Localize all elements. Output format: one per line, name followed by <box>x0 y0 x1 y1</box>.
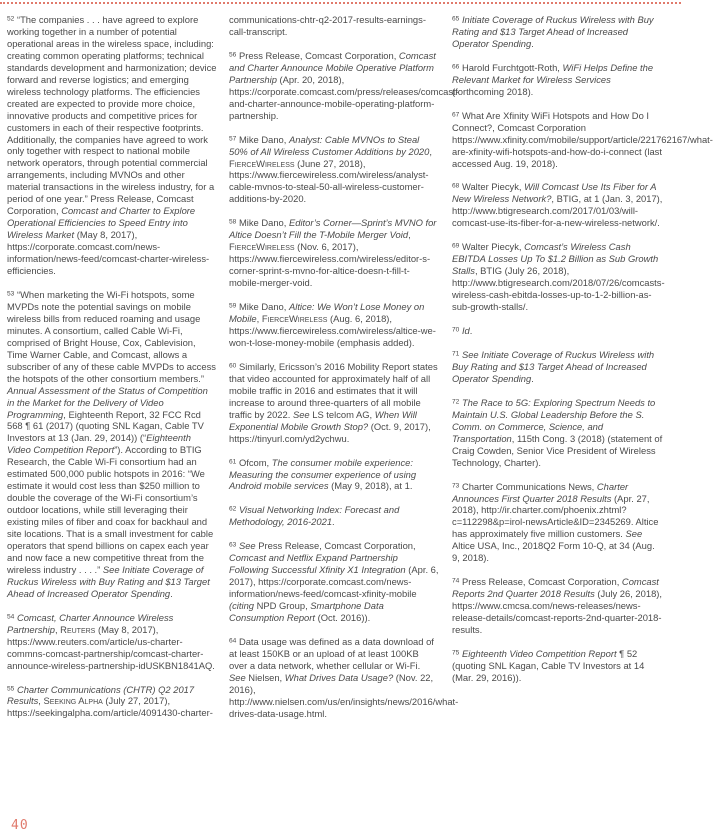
footnote-run: Altice USA, Inc., 2018Q2 Form 10-Q, at 34 (Aug. 9, 2018). <box>452 540 655 564</box>
footnote-run: (Aug. 6, 2018), https://www.fiercewireless.com/wireless/altice-we-won-t-lose-money-mobile (emphasis added). <box>229 313 436 348</box>
footnote-number: 72 <box>452 398 460 406</box>
italic-citation: WiFi Helps Define the Relevant Market for Wireless Services <box>452 61 654 85</box>
footnote <box>452 109 713 170</box>
footnote-number: 74 <box>452 577 460 585</box>
footnote-number: 73 <box>452 482 460 490</box>
italic-citation: See <box>625 528 643 540</box>
footnote <box>452 62 664 98</box>
footnote-run: . <box>332 516 335 528</box>
footnote-run: Walter Piecyk, <box>461 241 525 253</box>
footnote-run: Press Release, Comcast Corporation, <box>255 540 416 552</box>
footnote-text <box>229 457 439 493</box>
footnote-run: “When marketing the Wi-Fi hotspots, some MVPDs note the potential savings on mobile wireless bills from reduced roaming and usage minutes. A consortium, called Cable Wi-Fi, comprised of Bright House, Cox, Cablevision, Time Warner Cable, and Comcast, allows a subscriber of any of these cable MVPDs to access the hotspots of the other consortium members.” <box>7 288 216 384</box>
footnote-number: 70 <box>452 326 460 334</box>
footnote <box>229 217 439 289</box>
italic-citation: See <box>229 671 246 683</box>
italic-citation: When Will Exponential Mobile Growth Stop? <box>229 408 417 432</box>
footnote <box>229 14 439 38</box>
italic-citation: See <box>238 540 256 552</box>
footnote-run: , <box>408 229 411 241</box>
footnote-run: NPD Group, <box>254 600 311 612</box>
italic-citation: See Initiate Coverage of Ruckus Wireless with Buy Rating and $13 Target Ahead of Increased Operator Spending <box>7 563 210 599</box>
footnote-run: (May 8, 2017), https://www.reuters.com/article/us-charter-commns-comcast-partnership/comcast-charter-announce-wireless-partnership-idUSKBN1841AQ. <box>7 623 215 671</box>
footnote <box>229 457 439 493</box>
italic-citation: Charter Communications (CHTR) Q2 2017 Results <box>7 683 195 707</box>
italic-citation: What Drives Data Usage? <box>284 671 394 683</box>
publication-name: Seeking Alpha <box>43 695 103 707</box>
footnote <box>452 481 664 565</box>
footnote-run: (Oct. 9, 2017), https://tinyurl.com/yd2ychwu. <box>229 420 431 444</box>
footnote-run: (May 8, 2017), https://corporate.comcast.com/news-information/news-feed/comcast-charter-wireless-efficiencies. <box>7 229 210 277</box>
italic-citation: Eighteenth Video Competition Report <box>7 432 191 456</box>
footnote <box>452 576 664 636</box>
italic-citation: Visual Networking Index: Forecast and Methodology, 2016-2021 <box>229 504 400 528</box>
footnote-text <box>229 14 439 38</box>
footnote-run: (Oct. 2016)). <box>314 612 371 624</box>
publication-name: FierceWireless <box>229 241 295 253</box>
footnote-run: What Are Xfinity WiFi Hotspots and How Do I Connect?, Comcast Corporation https://www.xfinity.com/mobile/support/article/221762167/what-are-xfinity-wifi-hotspots-and-how-do-i-connect (last accessed Aug. 19, 2018). <box>452 109 713 169</box>
footnote-run: . <box>531 37 534 49</box>
footnote-run: , BTIG (July 26, 2018), http://www.btigresearch.com/2018/07/26/comcasts-wireless-cash-ebitda-losses-up-to-1-2-billion-as-sub-growth-stalls/. <box>452 265 665 313</box>
footnote-run: Data usage was defined as a data download of at least 150KB or an upload of at least 100KB over a data network, whether cellular or Wi-Fi. <box>229 635 434 671</box>
footnote-column-3 <box>452 14 713 696</box>
footnote-text <box>452 349 664 385</box>
footnote <box>452 14 664 50</box>
footnote <box>7 612 217 672</box>
footnote-number: 56 <box>229 51 237 59</box>
footnote-run: LS telcom AG, <box>309 408 375 420</box>
footnote-text <box>452 241 664 313</box>
footnote <box>452 349 664 385</box>
footnote-run: . <box>170 587 173 599</box>
italic-citation: See <box>292 408 310 420</box>
footnote-number: 54 <box>7 613 15 621</box>
footnote-column-1 <box>7 14 217 731</box>
footnote-run: (July 27, 2017), https://seekingalpha.com/article/4091430-charter- <box>7 695 213 719</box>
italic-citation: Will Comcast Use Its Fiber for A New Wireless Network? <box>452 181 657 205</box>
footnote-text <box>452 481 664 565</box>
footnote-number: 61 <box>229 458 237 466</box>
footnote-run: (May 9, 2018), at 1. <box>328 480 413 492</box>
footnote-run: ¶ 52 (quoting SNL Kagan, Cable TV Investors at 14 (Mar. 29, 2016)). <box>452 647 645 683</box>
footnote <box>452 648 664 684</box>
footnote-run: , <box>38 695 44 707</box>
footnote-number: 58 <box>229 218 237 226</box>
italic-citation: Comcast Reports 2nd Quarter 2018 Results <box>452 576 659 600</box>
footnote-run: , <box>256 313 262 325</box>
footnote-run: Walter Piecyk, <box>461 181 525 193</box>
page-number: 40 <box>11 818 29 833</box>
footnote-number: 75 <box>452 649 460 657</box>
footnote-run: Press Release, Comcast Corporation, <box>238 49 399 61</box>
footnote <box>7 14 217 277</box>
italic-citation: Charter Announces First Quarter 2018 Results <box>452 480 629 504</box>
footnote-text <box>229 217 439 289</box>
footnote-number: 63 <box>229 541 237 549</box>
footnote-run: communications-chtr-q2-2017-results-earnings-call-transcript. <box>229 14 426 37</box>
footnote-number: 57 <box>229 135 237 143</box>
italic-citation: Comcast, Charter Announce Wireless Partnership <box>7 611 174 635</box>
footnote-text <box>452 14 664 50</box>
italic-citation: Comcast’s Wireless Cash EBITDA Losses Up To $1.2 Billion as Sub Growth Stalls <box>452 241 659 277</box>
footnote-run: , BTIG, at 1 (Jan. 3, 2017), http://www.btigresearch.com/2017/01/03/will-comcast-use-its-fiber-for-a-new-wireless-network/. <box>452 193 663 229</box>
footnote-run: (Apr. 20, 2018), https://corporate.comcast.com/press/releases/comcast-and-charter-announce-mobile-operating-platform-partnership. <box>229 73 459 121</box>
footnote-number: 68 <box>452 182 460 190</box>
footnote-run: , 115th Cong. 3 (2018) (statement of Craig Cowden, Senior Vice President of Wireless Technology, Charter). <box>452 432 663 468</box>
footnote <box>452 325 664 337</box>
footnote-number: 64 <box>229 637 237 645</box>
italic-citation: Smartphone Data Consumption Report <box>229 600 384 624</box>
footnote-run: . <box>531 372 534 384</box>
footnote <box>229 504 439 528</box>
footnote-run: “The companies . . . have agreed to explore working together in a number of potential operational areas in the wireless space, including: creating common operating platforms; technical standards development and harmonization; device forward and reverse logistics; and emerging wireless technology platforms. The efficiencies created are expected to provide more choice, innovative products and competitive prices for customers in each of their respective footprints. Additionally, the companies have agreed to work only together with respect to national mobile network operators, through potential commercial arrangements, including MVNOs and other material transactions in the wireless industry, for a period of one year.” Press Release, Comcast Corporation, <box>7 14 217 217</box>
footnote-run: (Apr. 27, 2018), http://ir.charter.com/phoenix.zhtml?c=112298&p=irol-newsArticle&ID=2345269. Altice has approximately five million customers. <box>452 492 659 540</box>
italic-citation: See Initiate Coverage of Ruckus Wireless with Buy Rating and $13 Target Ahead of Increased Operator Spending <box>452 348 655 384</box>
footnote-run: . <box>469 325 473 337</box>
footnote-text <box>229 301 439 349</box>
italic-citation: Comcast and Charter Announce Mobile Operative Platform Partnership <box>229 49 436 85</box>
footnote-run: , <box>54 623 61 635</box>
footnote <box>7 289 217 600</box>
footnote-number: 53 <box>7 290 15 298</box>
footnote <box>229 301 439 349</box>
footnote-number: 60 <box>229 362 237 370</box>
footnote-run: (forthcoming 2018). <box>452 85 534 97</box>
footnote-number: 59 <box>229 302 237 310</box>
footnote-run: (Apr. 6, 2017), https://corporate.comcast.com/news-information/news-feed/comcast-xfinity-mobile <box>229 564 439 600</box>
footnote-text <box>452 325 664 337</box>
publication-name: FierceWireless <box>261 313 328 325</box>
footnote-run: Mike Dano, <box>238 301 289 313</box>
footnote-run: Press Release, Comcast Corporation, <box>461 576 622 588</box>
footnote-text <box>229 361 439 445</box>
italic-citation: (citing <box>229 600 255 612</box>
footnote-text <box>452 648 664 684</box>
footnote-text <box>452 576 664 636</box>
footnote-run: Harold Furchtgott-Roth, <box>461 61 563 73</box>
italic-citation: Annual Assessment of the Status of Competition in the Market for the Delivery of Video Programming <box>7 384 208 420</box>
italic-citation: The Race to 5G: Exploring Spectrum Needs to Maintain U.S. Global Leadership Before the S. Comm. on Commerce, Science, and Transportation <box>452 396 656 444</box>
italic-citation: Comcast and Charter to Explore Operational Efficiencies to Speed Entry into Wireless Market <box>7 205 196 241</box>
italic-citation: The consumer mobile experience: Measuring the consumer experience of using Android mobile services <box>229 456 417 492</box>
footnote-number: 71 <box>452 350 460 358</box>
footnote <box>452 397 664 469</box>
footnote-number: 69 <box>452 242 460 250</box>
footnote-run: Charter Communications News, <box>461 480 597 492</box>
footnote-number: 67 <box>452 111 460 119</box>
footnote-run: (July 26, 2018), https://www.cmcsa.com/news-releases/news-release-details/comcast-reports-2nd-quarter-2018-results. <box>452 588 663 636</box>
italic-citation: Eighteenth Video Competition Report <box>461 647 617 659</box>
footnote-text <box>7 14 217 277</box>
footnote-run: (Nov. 22, 2016), http://www.nielsen.com/us/en/insights/news/2016/what-drives-data-usage.html. <box>229 671 459 719</box>
footnote-run: , Eighteenth Report, 32 FCC Rcd 568 ¶ 61 (2017) (quoting SNL Kagan, Cable TV Investors at 13 (Jan. 29, 2014)) (“ <box>7 408 204 444</box>
publication-name: FierceWireless <box>229 157 295 169</box>
footnote <box>229 540 439 624</box>
footnote-number: 62 <box>229 505 237 513</box>
italic-citation: Id <box>461 325 470 337</box>
footnote-text <box>7 612 217 672</box>
italic-citation: Analyst: Cable MVNOs to Steal 50% of All Wireless Customer Additions by 2020 <box>229 133 430 157</box>
footnote-run: , <box>429 145 432 157</box>
footnote <box>7 684 217 720</box>
footnote-number: 66 <box>452 63 460 71</box>
footnote-number: 55 <box>7 685 15 693</box>
footnote-run: ”). According to BTIG Research, the Cable Wi-Fi consortium had an estimated 500,000 public hotspots in 2016: “We estimate it would cost less than $250 million to double the coverage of the Wi-Fi consortium’s outdoor locations, while still leveraging their existing miles of fiber and coax for backhaul and site locations. That is a small investment for cable operators that spend billions on capex each year and now face a new competitive threat from the wireless industry . . . .” <box>7 444 214 575</box>
publication-name: Reuters <box>60 623 96 635</box>
footnote-text <box>452 397 664 469</box>
italic-citation: Altice: We Won’t Lose Money on Mobile <box>229 301 425 325</box>
footnote-text <box>7 289 217 600</box>
footnote <box>452 181 664 229</box>
italic-citation: Comcast and Netflix Expand Partnership Following Successful Xfinity X1 Integration <box>229 552 406 576</box>
top-dotted-rule <box>0 2 681 4</box>
footnote-run: Similarly, Ericsson’s 2016 Mobility Report states that video accounted for approximately half of all mobile traffic in 2016 and estimates that it will increase to around three-quarters of all mobile traffic by 2022. <box>229 360 438 420</box>
footnote-text <box>452 109 713 170</box>
italic-citation: Editor’s Corner—Sprint’s MVNO for Altice Doesn’t Fill the T-Mobile Merger Void <box>229 217 437 241</box>
footnote-run: Mike Dano, <box>238 133 289 145</box>
footnote-run: (Nov. 6, 2017), https://www.fiercewireless.com/wireless/editor-s-corner-sprint-s-mvno-for-altice-doesn-t-fill-t-mobile-merger-void. <box>229 241 431 289</box>
footnote-run: (June 27, 2018), https://www.fiercewireless.com/wireless/analyst-cable-mvnos-to-steal-50-all-wireless-customer-additions-by-2020. <box>229 157 429 205</box>
footnote <box>452 241 664 313</box>
footnote-text <box>229 540 439 624</box>
footnote-number: 52 <box>7 15 15 23</box>
footnote-run: Nielsen, <box>245 671 285 683</box>
footnote-run: Ofcom, <box>238 456 272 468</box>
italic-citation: Initiate Coverage of Ruckus Wireless with Buy Rating and $13 Target Ahead of Increased Operator Spending <box>452 14 654 49</box>
footnote-text <box>452 181 664 229</box>
footnote-text <box>229 134 439 206</box>
footnote-run: Mike Dano, <box>238 217 289 229</box>
footnote-number: 65 <box>452 15 460 23</box>
footnote-text <box>452 62 664 98</box>
footnote-text <box>229 504 439 528</box>
footnote <box>229 134 439 206</box>
footnote-text <box>7 684 217 720</box>
footnote <box>229 361 439 445</box>
